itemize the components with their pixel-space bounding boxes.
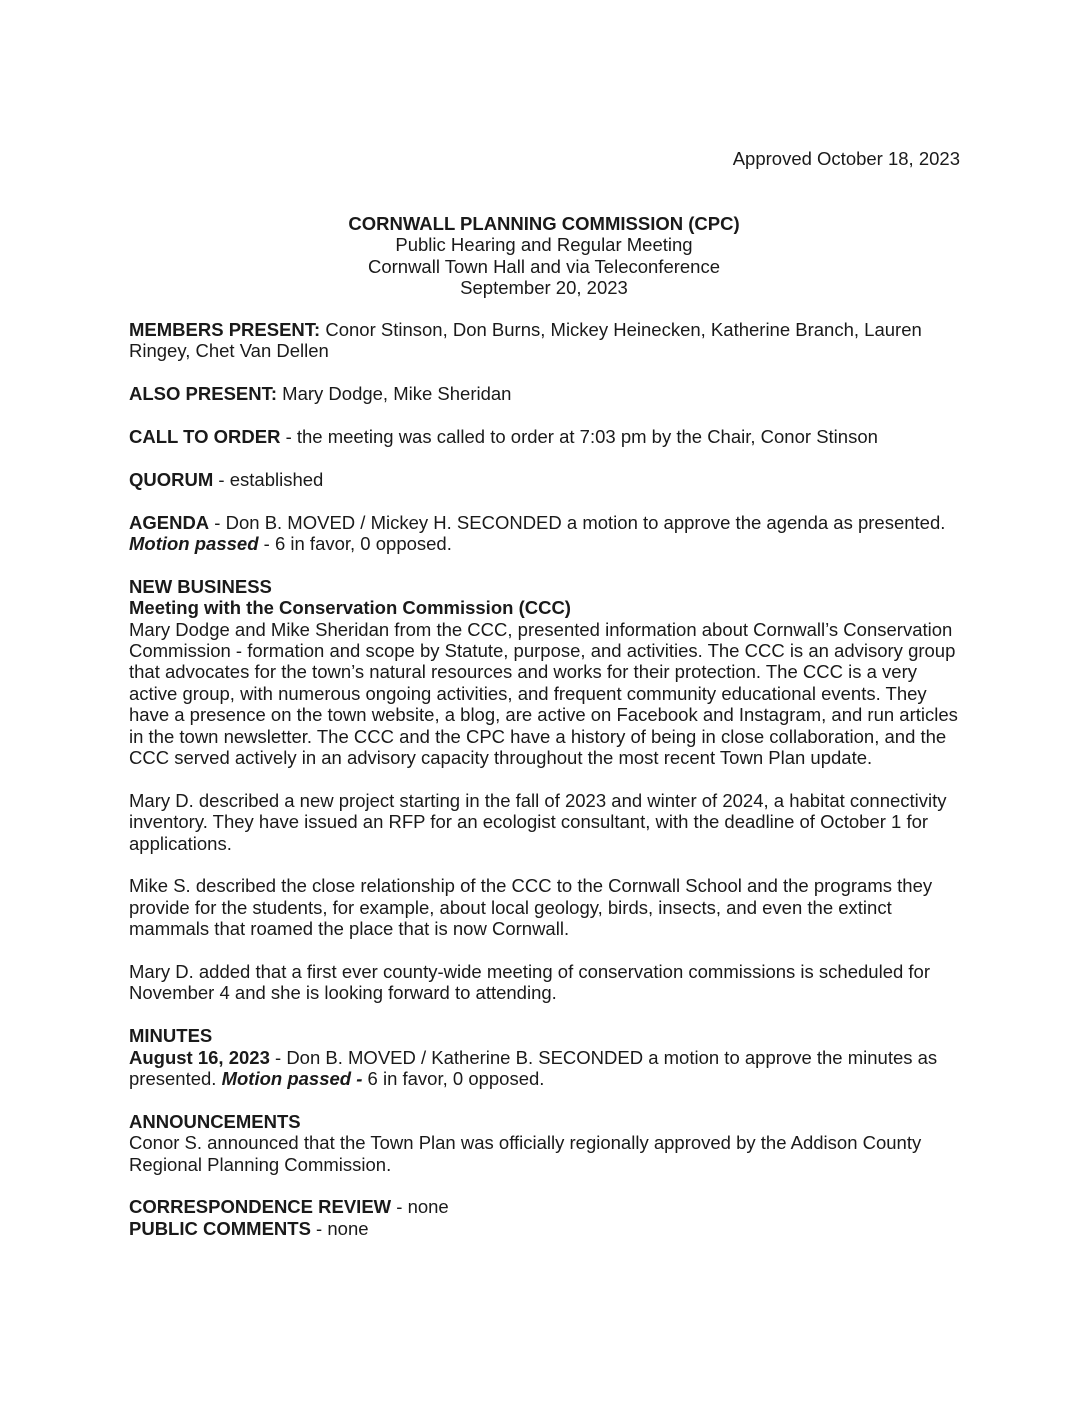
public-comments-label: PUBLIC COMMENTS: [129, 1217, 311, 1239]
meeting-date: September 20, 2023: [460, 277, 628, 299]
call-to-order: [129, 426, 969, 447]
correspondence-review: [129, 1196, 969, 1217]
minutes-heading: MINUTES: [129, 1025, 213, 1047]
minutes-date-label: August 16, 2023: [129, 1046, 270, 1068]
new-business: [129, 576, 969, 769]
members-present-label: MEMBERS PRESENT:: [129, 319, 321, 340]
new-business-heading: NEW BUSINESS: [129, 575, 272, 597]
correspondence-label: CORRESPONDENCE REVIEW: [129, 1196, 392, 1218]
document-title: CORNWALL PLANNING COMMISSION (CPC): [348, 213, 740, 234]
announcements-heading: ANNOUNCEMENTS: [129, 1110, 301, 1132]
members-present-text: Conor Stinson, Don Burns, Mickey Heinecken, Katherine Branch, Lauren Ringey, Chet Van Dellen: [129, 319, 922, 362]
agenda-text: - Don B. MOVED / Mickey H. SECONDED a motion to approve the agenda as presented.: [209, 511, 946, 533]
quorum-label: QUORUM: [129, 468, 214, 490]
announcements-text: Conor S. announced that the Town Plan was officially regionally approved by the Addison County Regional Planning Commission.: [129, 1132, 922, 1175]
also-present: [129, 383, 969, 404]
correspondence-text: - none: [391, 1196, 449, 1218]
agenda-vote: - 6 in favor, 0 opposed.: [258, 533, 452, 554]
approval-note: Approved October 18, 2023: [732, 148, 960, 169]
public-comments: [129, 1218, 969, 1239]
minutes-text: - Don B. MOVED / Katherine B. SECONDED a motion to approve the minutes as presented.: [129, 1046, 938, 1090]
quorum: [129, 469, 969, 490]
agenda-motion: Motion passed: [129, 533, 259, 554]
quorum-text: - established: [213, 468, 324, 490]
ccc-paragraph-4: Mary D. added that a first ever county-wide meeting of conservation commissions is scheduled for November 4 and she is looking forward to attending.: [129, 961, 931, 1004]
minutes-vote: 6 in favor, 0 opposed.: [367, 1068, 545, 1090]
public-comments-text: - none: [310, 1217, 369, 1239]
announcements-section: [129, 1111, 969, 1175]
also-present-text: Mary Dodge, Mike Sheridan: [277, 383, 512, 405]
also-present-label: ALSO PRESENT:: [129, 383, 278, 405]
call-to-order-text: - the meeting was called to order at 7:03 pm by the Chair, Conor Stinson: [280, 426, 878, 447]
meeting-location: Cornwall Town Hall and via Teleconference: [367, 255, 721, 277]
minutes-approval: [129, 1047, 969, 1090]
members-present: [129, 319, 969, 362]
ccc-meeting-heading: Meeting with the Conservation Commission (CCC): [129, 597, 571, 619]
document-header: [0, 213, 1088, 299]
ccc-paragraph-2: Mary D. described a new project starting in the fall of 2023 and winter of 2024, a habitat connectivity inventory. They have issued an RFP for an ecologist consultant, with the deadline of October 1 for applications.: [129, 789, 947, 854]
ccc-paragraph-1: Mary Dodge and Mike Sheridan from the CCC, presented information about Cornwall’s Conservation Commission - formation and scope by Statute, purpose, and activities. The CCC is an advisory group that advocates for the town’s natural resources and works for their protection. The CCC is a very active group, with numerous ongoing activities, and frequent community educational events. They have a presence on the town website, a blog, are active on Facebook and Instagram, and run articles in the town newsletter. The CCC and the CPC have a history of being in close collaboration, and the CCC served actively in an advisory capacity throughout the most recent Town Plan update.: [129, 618, 958, 769]
minutes-motion: Motion passed -: [221, 1068, 368, 1090]
agenda: [129, 512, 969, 555]
agenda-label: AGENDA: [129, 511, 210, 533]
minutes-body: [129, 319, 969, 1239]
ccc-paragraph-3: Mike S. described the close relationship of the CCC to the Cornwall School and the programs they provide for the students, for example, about local geology, birds, insects, and even the extinct mammals that roamed the place that is now Cornwall.: [129, 875, 933, 940]
meeting-type: Public Hearing and Regular Meeting: [395, 234, 693, 256]
minutes-section: [129, 1025, 969, 1089]
call-to-order-label: CALL TO ORDER: [129, 426, 281, 447]
